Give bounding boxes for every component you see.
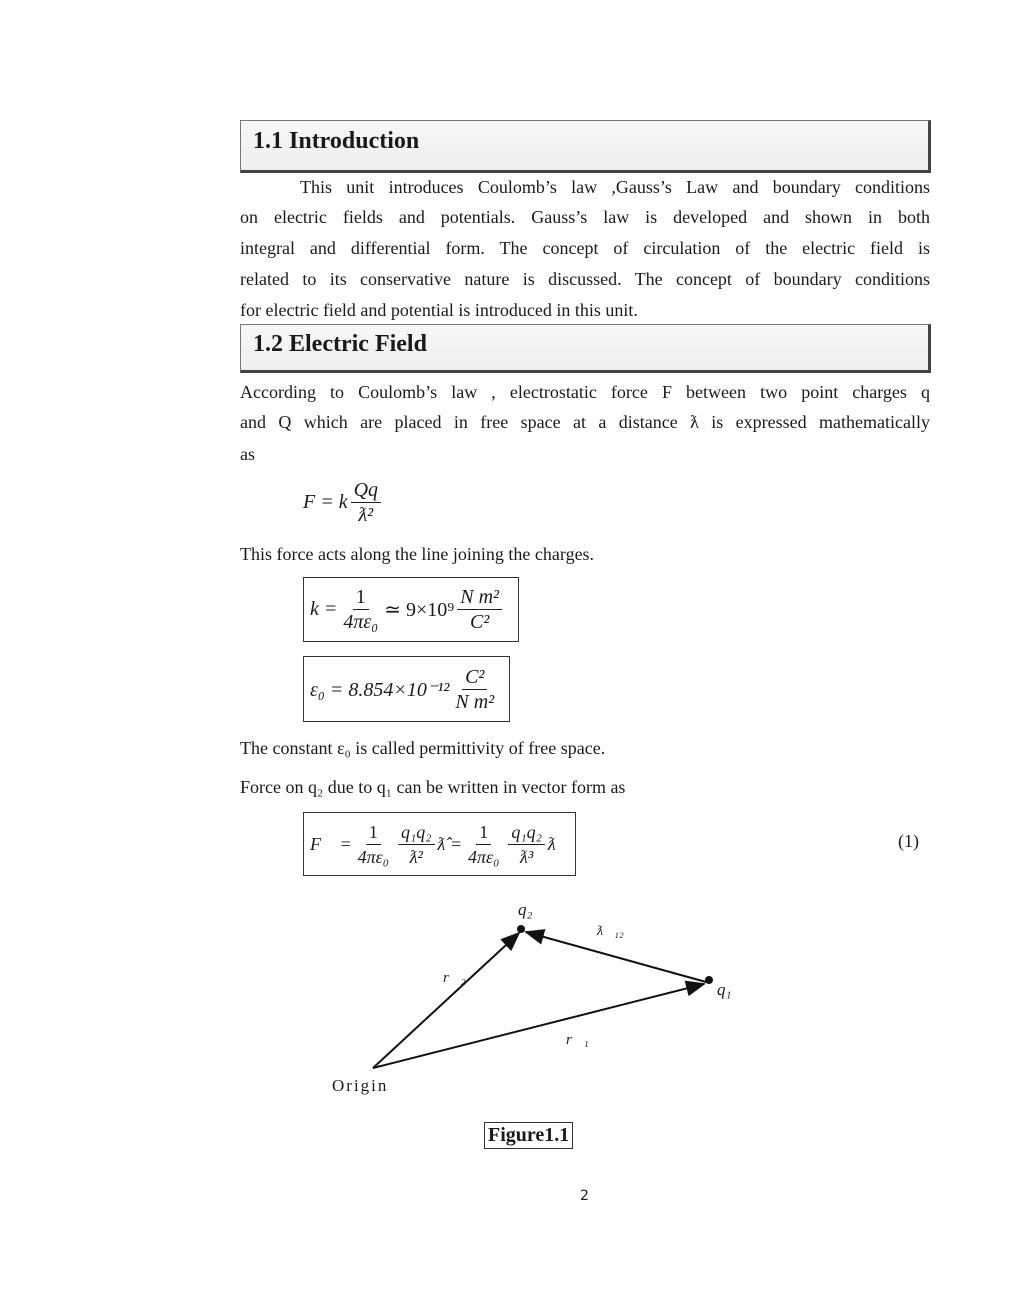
- page-number: 2: [580, 1188, 589, 1204]
- equation-coulomb: F = k $\frac{Qq}{\text{ƛ²}}$: [303, 478, 384, 527]
- vector-r1-arrow: [373, 984, 704, 1068]
- paragraph-line: on electric fields and potentials. Gauss’s law is developed and shown in both: [240, 207, 930, 227]
- paragraph-line: According to Coulomb’s law , electrostatic force F between two point charges q: [240, 382, 930, 402]
- equation-vector-box: F⃗ = $\frac{1}{\text{4πε₀}}$ $\frac{\text{q₁q₂}}{\text{ƛ²}}$ ƛ̂ = $\frac{1}{\text{4πε₀}}$ $\frac{\text{q₁q₂}}{\text{ƛ³}}$ ƛ⃗: [303, 812, 576, 876]
- equation-epsilon-box: ε₀ = 8.854×10⁻¹² $\frac{\text{C²}}{\text{N m²}}$: [303, 656, 510, 722]
- paragraph-line: for electric field and potential is introduced in this unit.: [240, 300, 638, 320]
- paragraph-line: and Q which are placed in free space at a distance ƛ is expressed mathematically: [240, 412, 930, 432]
- equation-k-box: k = $\frac{1}{\text{4πε₀}}$ ≃ 9×10⁹ $\frac{\text{N m²}}{\text{C²}}$: [303, 577, 519, 642]
- paragraph-line: as: [240, 444, 255, 464]
- charge-q1-dot: [705, 976, 713, 984]
- paragraph-line: This force acts along the line joining the charges.: [240, 544, 595, 564]
- paragraph-line: The constant ε₀ is called permittivity of free space.: [240, 738, 606, 758]
- label-origin: Origin: [332, 1076, 389, 1095]
- label-q1: q₁: [717, 980, 732, 999]
- label-r2: r⃗₂: [443, 970, 466, 986]
- paragraph-line: Force on q₂ due to q₁ can be written in vector form as: [240, 777, 626, 797]
- charge-q2-dot: [517, 925, 525, 933]
- label-r12: ƛ⃗₁₂: [597, 924, 624, 939]
- heading-text: 1.1 Introduction: [253, 128, 420, 154]
- paragraph-line: related to its conservative nature is discussed. The concept of boundary conditions: [240, 269, 930, 289]
- label-r1: r⃗₁: [566, 1032, 589, 1048]
- heading-text: 1.2 Electric Field: [253, 331, 427, 357]
- paragraph-line: integral and differential form. The concept of circulation of the electric field is: [240, 238, 930, 258]
- figure-caption: Figure1.1: [484, 1122, 573, 1149]
- label-q2: q₂: [518, 900, 533, 919]
- paragraph-line: This unit introduces Coulomb’s law ,Gauss’s Law and boundary conditions: [300, 177, 930, 197]
- vector-r2-arrow: [373, 933, 519, 1068]
- equation-number: (1): [898, 831, 919, 851]
